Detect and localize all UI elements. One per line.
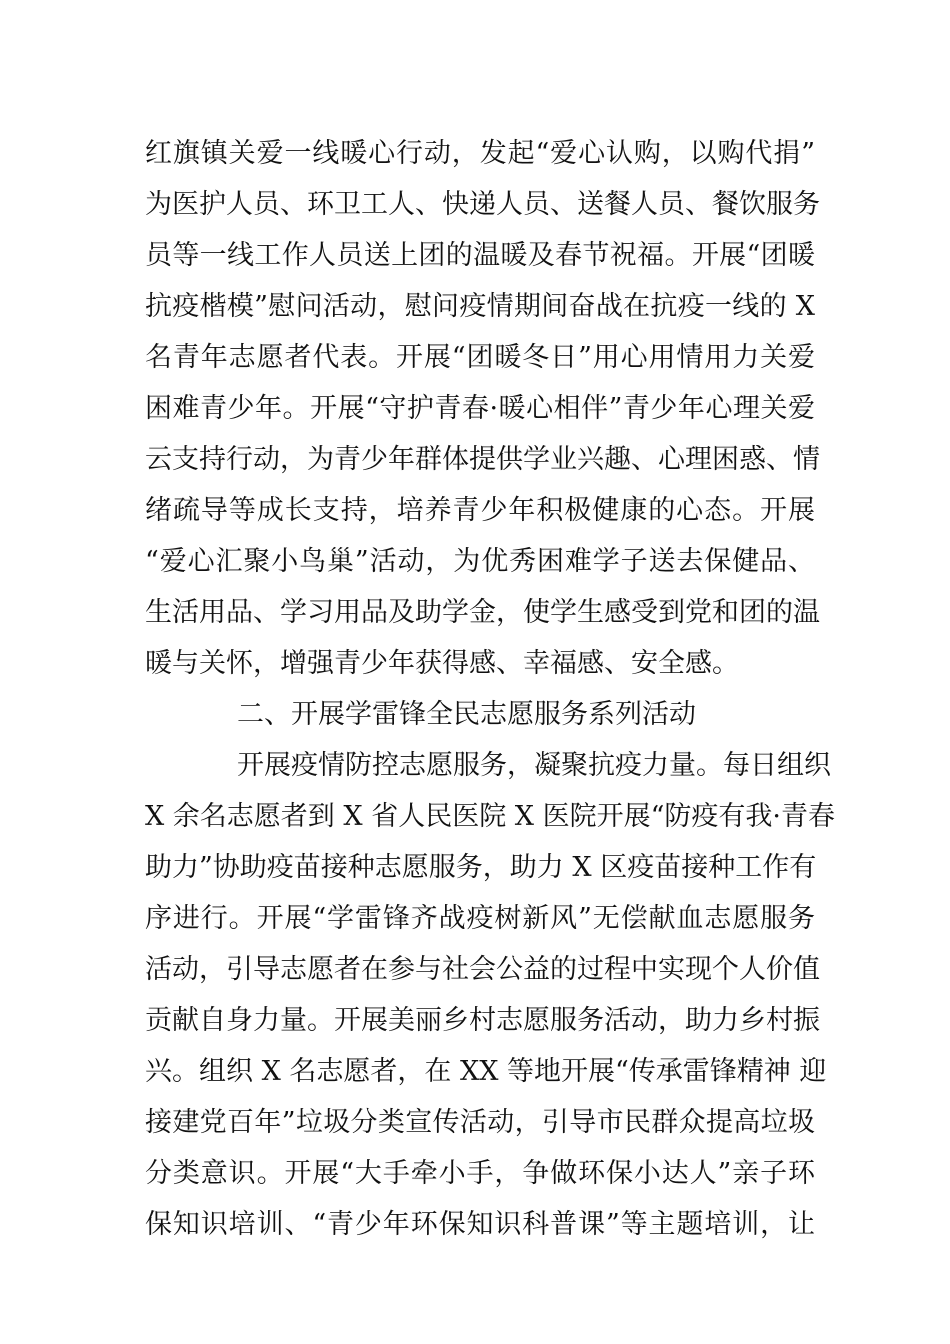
paragraph-line: 活动，引导志愿者在参与社会公益的过程中实现个人价值: [145, 954, 820, 985]
paragraph-line: 保知识培训、“青少年环保知识科普课”等主题培训，让: [145, 1209, 815, 1240]
paragraph-line: 分类意识。开展“大手牵小手，争做环保小达人”亲子环: [145, 1158, 815, 1189]
paragraph-line: 接建党百年”垃圾分类宣传活动，引导市民群众提高垃圾: [145, 1107, 815, 1138]
section-heading: 二、开展学雷锋全民志愿服务系列活动: [237, 699, 696, 730]
paragraph-line: 名青年志愿者代表。开展“团暖冬日”用心用情用力关爱: [145, 342, 815, 373]
paragraph-line: 贡献自身力量。开展美丽乡村志愿服务活动，助力乡村振: [145, 1005, 820, 1036]
paragraph-line: 困难青少年。开展“守护青春·暖心相伴”青少年心理关爱: [145, 393, 815, 424]
paragraph-first-line: 开展疫情防控志愿服务，凝聚抗疫力量。每日组织: [237, 750, 831, 781]
paragraph-line: 生活用品、学习用品及助学金，使学生感受到党和团的温: [145, 597, 820, 628]
paragraph-line: 序进行。开展“学雷锋齐战疫树新风”无偿献血志愿服务: [145, 903, 815, 934]
paragraph-line: 红旗镇关爱一线暖心行动，发起“爱心认购，以购代捐”: [145, 138, 815, 169]
paragraph-line: X 余名志愿者到 X 省人民医院 X 医院开展“防疫有我·青春: [145, 801, 835, 832]
paragraph-line: 助力”协助疫苗接种志愿服务，助力 X 区疫苗接种工作有: [145, 852, 817, 883]
paragraph-line: 暖与关怀，增强青少年获得感、幸福感、安全感。: [145, 648, 739, 679]
paragraph-line: 抗疫楷模”慰问活动，慰问疫情期间奋战在抗疫一线的 X: [145, 291, 815, 322]
paragraph-line: “爱心汇聚小鸟巢”活动，为优秀困难学子送去保健品、: [145, 546, 815, 577]
paragraph-line: 员等一线工作人员送上团的温暖及春节祝福。开展“团暖: [145, 240, 815, 271]
paragraph-line: 云支持行动，为青少年群体提供学业兴趣、心理困惑、情: [145, 444, 820, 475]
document-body: [145, 128, 835, 1250]
paragraph-line: 兴。组织 X 名志愿者，在 XX 等地开展“传承雷锋精神 迎: [145, 1056, 827, 1087]
paragraph-line: 绪疏导等成长支持，培养青少年积极健康的心态。开展: [145, 495, 815, 526]
paragraph-line: 为医护人员、环卫工人、快递人员、送餐人员、餐饮服务: [145, 189, 820, 220]
